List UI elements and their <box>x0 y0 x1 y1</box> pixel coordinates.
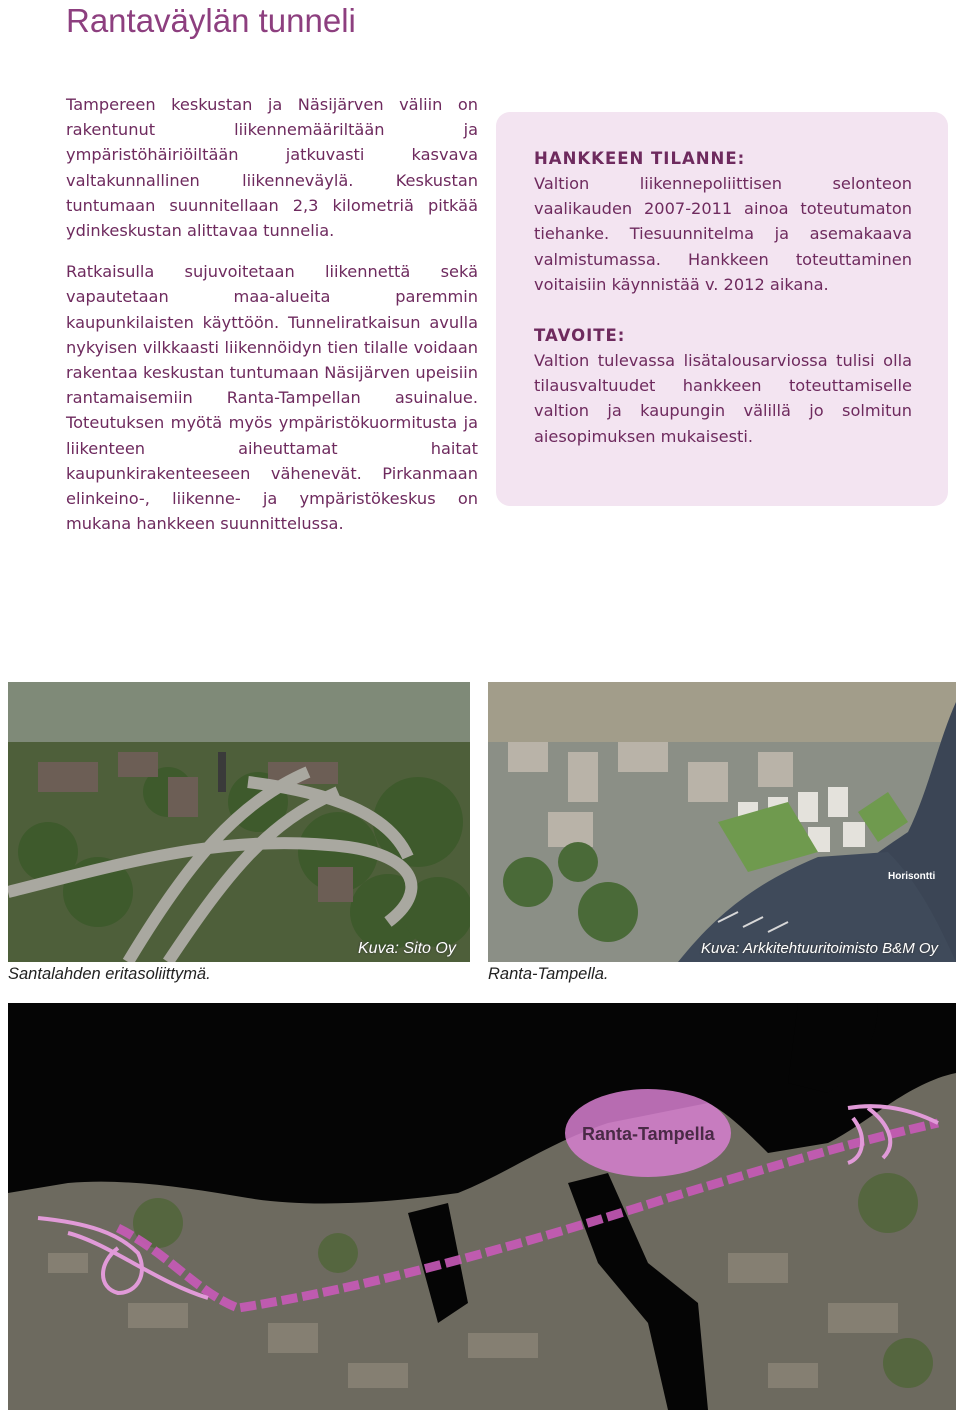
ranta-tampella-photo <box>488 682 956 962</box>
page-title: Rantaväylän tunneli <box>66 2 356 39</box>
intro-text <box>66 92 478 552</box>
right-photo-caption: Ranta-Tampella. <box>488 965 609 983</box>
horisontti-tag: Horisontti <box>888 871 936 882</box>
status-text: Valtion liikennepoliittisen selonteon vaalikauden 2007-2011 ainoa toteutumaton tiehanke. Tiesuunnitelma ja asemakaava valmistumassa. Hankkeen toteuttaminen voitaisiin käynnistää v. 2012 aikana. <box>534 174 912 294</box>
status-heading: HANKKEEN TILANNE: <box>534 149 746 168</box>
intro-paragraph-1: Tampereen keskustan ja Näsijärven väliin on rakentunut liikennemääriltään ja ympäristöhäiriöiltään jatkuvasti kasvava valtakunnallinen liikenneväylä. Keskustan tuntumaan suunnitellaan 2,3 kilometriä pitkää ydinkeskustan alittavaa tunnelia. <box>66 95 478 241</box>
intro-paragraph-2: Ratkaisulla sujuvoitetaan liikennettä sekä vapautetaan maa-alueita paremmin kaupunkilaisten käyttöön. Tunneliratkaisun avulla nykyisen vilkkaasti liikennöidyn tien tilalle voidaan rakentaa keskustan tuntumaan Näsijärven upeisiin rantamaisemiin Ranta-Tampellan asuinalue. Toteutuksen myötä myös ympäristökuormitusta ja liikenteen aiheuttamat haitat kaupunkirakenteeseen vähenevät. Pirkanmaan elinkeino-, liikenne- ja ympäristökeskus on mukana hankkeen suunnittelussa. <box>66 262 478 534</box>
goal-heading: TAVOITE: <box>534 326 626 346</box>
left-photo-credit: Kuva: Sito Oy <box>358 940 456 957</box>
ranta-tampella-map-label: Ranta-Tampella <box>582 1124 715 1144</box>
interchange-aerial-photo <box>8 682 470 962</box>
right-photo-credit: Kuva: Arkkitehtuuritoimisto B&M Oy <box>701 940 939 957</box>
project-info-box <box>496 112 948 506</box>
left-photo-caption: Santalahden eritasoliittymä. <box>8 965 211 983</box>
goal-text: Valtion tulevassa lisätalousarviossa tulisi olla tilausvaltuudet hankkeen toteuttamiselle valtion ja kaupungin välillä jo solmitun aiesopimuksen mukaisesti. <box>534 351 912 446</box>
tunnel-route-map <box>8 1003 956 1410</box>
